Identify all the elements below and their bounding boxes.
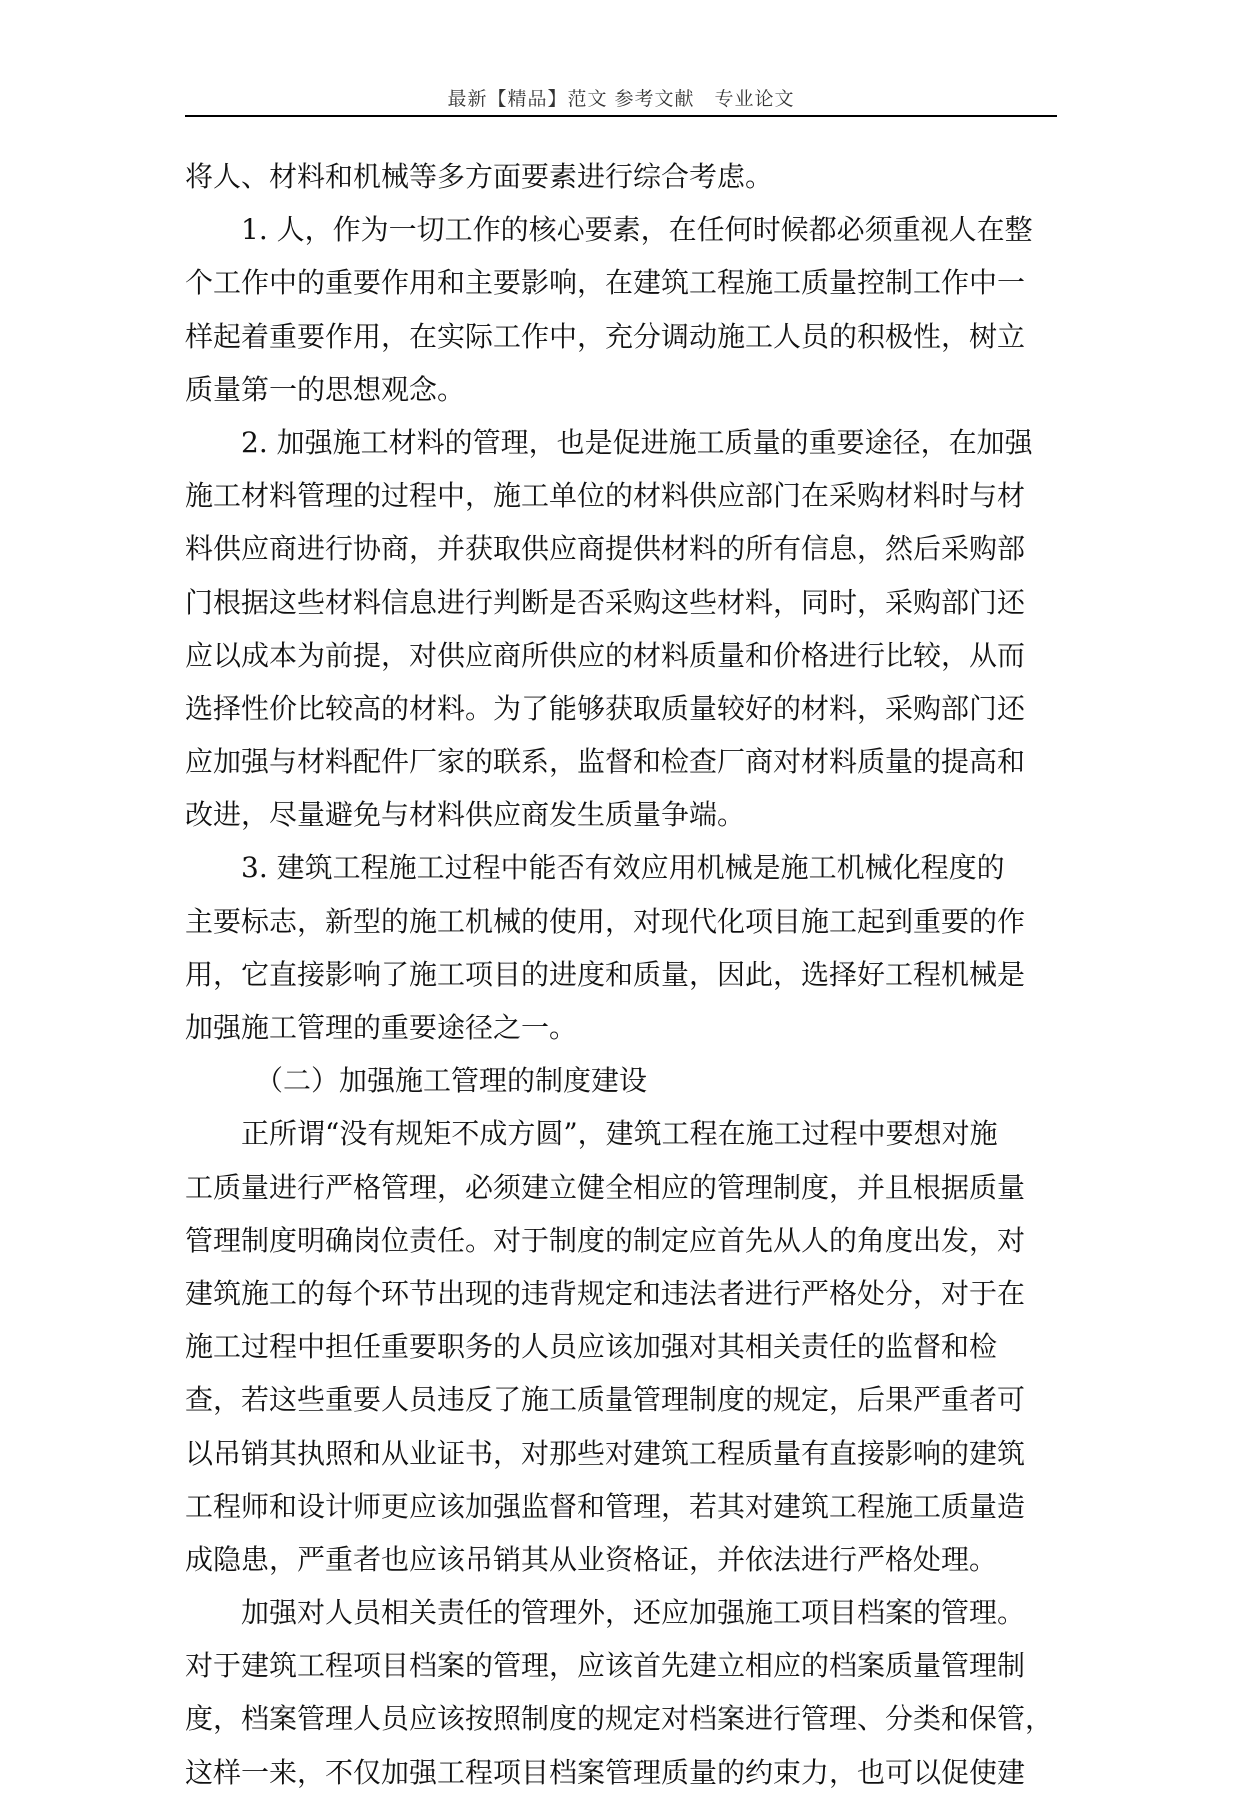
text-line: 施工材料管理的过程中，施工单位的材料供应部门在采购材料时与材 [185,479,1026,513]
text-line: 主要标志，新型的施工机械的使用，对现代化项目施工起到重要的作 [185,904,1026,938]
text-line: 3. 建筑工程施工过程中能否有效应用机械是施工机械化程度的 [241,851,1005,885]
text-line: 个工作中的重要作用和主要影响，在建筑工程施工质量控制工作中一 [185,266,1026,300]
text-line: 工质量进行严格管理，必须建立健全相应的管理制度，并且根据质量 [185,1170,1026,1204]
text-line: 这样一来，不仅加强工程项目档案管理质量的约束力，也可以促使建 [185,1755,1026,1789]
text-line: 将人、材料和机械等多方面要素进行综合考虑。 [185,160,774,193]
text-line: 度，档案管理人员应该按照制度的规定对档案进行管理、分类和保管， [185,1702,1054,1736]
text-line: 对于建筑工程项目档案的管理，应该首先建立相应的档案质量管理制 [185,1649,1026,1683]
text-line: 改进，尽量避免与材料供应商发生质量争端。 [185,798,746,832]
header-divider [185,115,1057,117]
text-line: 料供应商进行协商，并获取供应商提供材料的所有信息，然后采购部 [185,532,1026,566]
text-line: 加强对人员相关责任的管理外，还应加强施工项目档案的管理。 [241,1596,1026,1630]
text-line: 建筑施工的每个环节出现的违背规定和违法者进行严格处分，对于在 [185,1276,1026,1310]
text-line: 应以成本为前提，对供应商所供应的材料质量和价格进行比较，从而 [185,638,1026,672]
page-header: 最新【精品】范文 参考文献 专业论文 [447,88,795,110]
text-line: 2. 加强施工材料的管理，也是促进施工质量的重要途径，在加强 [241,425,1033,459]
text-line: 加强施工管理的重要途径之一。 [185,1011,578,1044]
text-line: 选择性价比较高的材料。为了能够获取质量较好的材料，采购部门还 [185,691,1026,725]
text-line: 施工过程中担任重要职务的人员应该加强对其相关责任的监督和检 [185,1330,998,1364]
text-line: 应加强与材料配件厂家的联系，监督和检查厂商对材料质量的提高和 [185,745,1026,779]
text-line: 1. 人，作为一切工作的核心要素，在任何时候都必须重视人在整 [241,213,1033,247]
text-line: （二）加强施工管理的制度建设 [255,1064,648,1098]
document-body [185,150,1057,1799]
text-line: 以吊销其执照和从业证书，对那些对建筑工程质量有直接影响的建筑 [185,1436,1026,1470]
text-line: 管理制度明确岗位责任。对于制度的制定应首先从人的角度出发，对 [185,1223,1026,1257]
text-line: 样起着重要作用，在实际工作中，充分调动施工人员的积极性，树立 [185,319,1026,353]
text-line: 正所谓“没有规矩不成方圆”，建筑工程在施工过程中要想对施 [241,1117,998,1151]
text-line: 用，它直接影响了施工项目的进度和质量，因此，选择好工程机械是 [185,957,1026,991]
text-line: 门根据这些材料信息进行判断是否采购这些材料，同时，采购部门还 [185,585,1026,619]
text-line: 查，若这些重要人员违反了施工质量管理制度的规定，后果严重者可 [185,1383,1026,1417]
text-line: 质量第一的思想观念。 [185,372,466,406]
text-line: 成隐患，严重者也应该吊销其从业资格证，并依法进行严格处理。 [185,1542,998,1576]
text-line: 工程师和设计师更应该加强监督和管理，若其对建筑工程施工质量造 [185,1489,1026,1523]
